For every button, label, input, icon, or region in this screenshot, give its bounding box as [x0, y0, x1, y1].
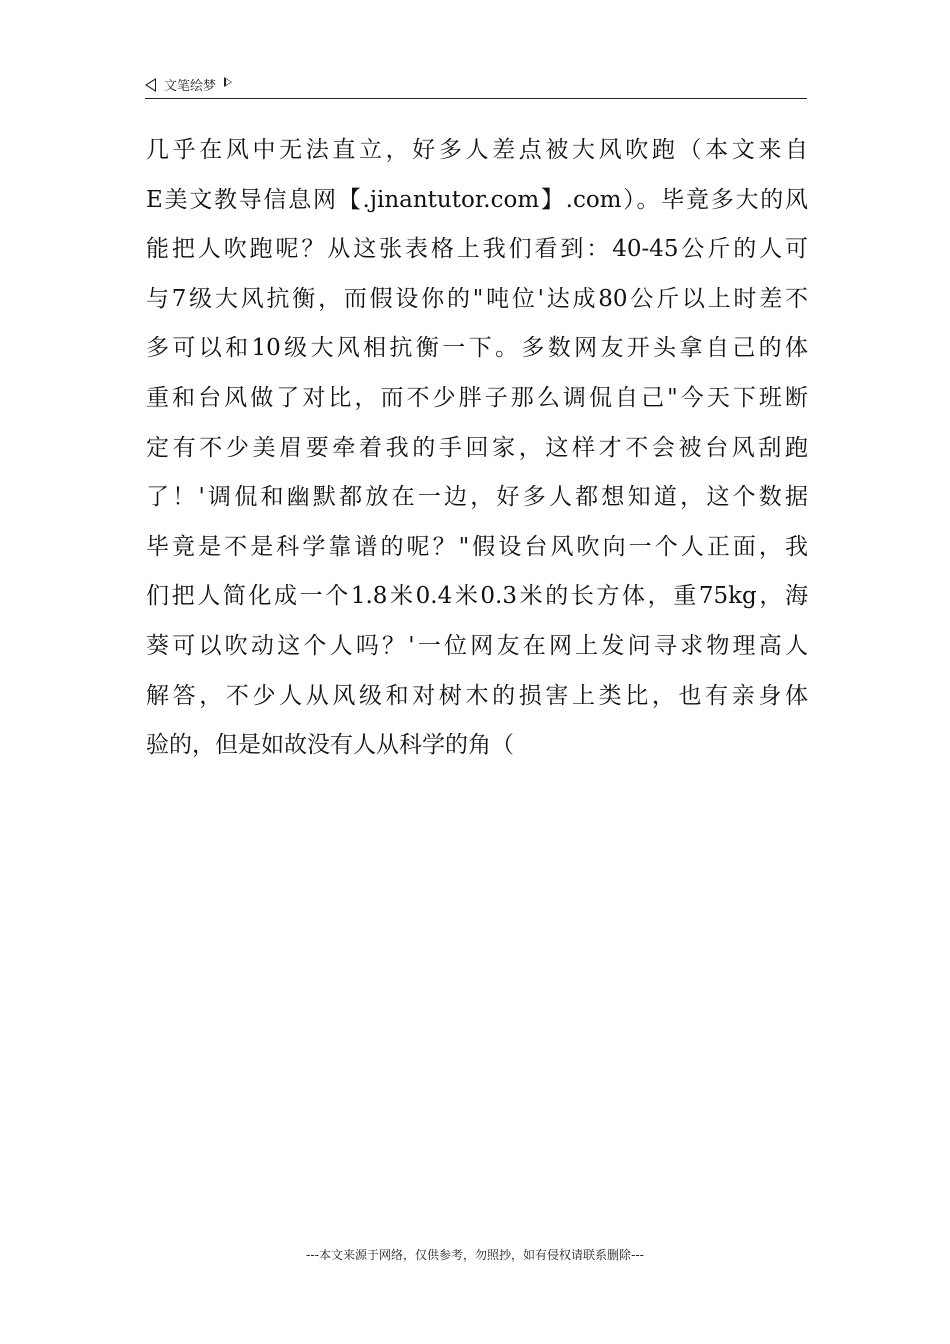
body-line-4: 与7级大风抗衡，而假设你的"吨位'达成80公斤以上时差不 [146, 285, 808, 312]
body-line-8: 了！'调侃和幽默都放在一边，好多人都想知道，这个数据 [146, 484, 808, 511]
page-header [145, 72, 807, 99]
body-line-3: 能把人吹跑呢？从这张表格上我们看到：40-45公斤的人可 [146, 236, 808, 263]
body-line-6: 重和台风做了对比，而不少胖子那么调侃自己"今天下班断 [146, 384, 808, 411]
body-line-7: 定有不少美眉要牵着我的手回家，这样才不会被台风刮跑 [146, 434, 808, 461]
header-title: 文笔绘梦 [164, 79, 217, 94]
triangle-right-icon [224, 77, 232, 87]
body-line-5: 多可以和10级大风相抗衡一下。多数网友开头拿自己的体 [146, 335, 808, 362]
body-line-11: 葵可以吹动这个人吗？'一位网友在网上发问寻求物理高人 [146, 632, 808, 659]
body-line-9: 毕竟是不是科学靠谱的呢？"假设台风吹向一个人正面，我 [146, 533, 808, 560]
body-line-2: E美文教导信息网【.jinantutor.com】.com）。毕竟多大的风 [146, 186, 808, 213]
header-inner [145, 75, 232, 94]
body-line-13: 验的，但是如故没有人从科学的角（ [146, 732, 514, 759]
triangle-left-icon [145, 78, 156, 92]
page-footer: ---本文来源于网络，仅供参考，勿照抄，如有侵权请联系删除--- [306, 1248, 644, 1262]
body-line-1: 几乎在风中无法直立，好多人差点被大风吹跑（本文来自 [146, 137, 808, 163]
body-line-10: 们把人简化成一个1.8米0.4米0.3米的长方体，重75kg，海 [146, 583, 808, 610]
body-line-12: 解答，不少人从风级和对树木的损害上类比，也有亲身体 [146, 682, 808, 709]
document-body [146, 126, 808, 771]
